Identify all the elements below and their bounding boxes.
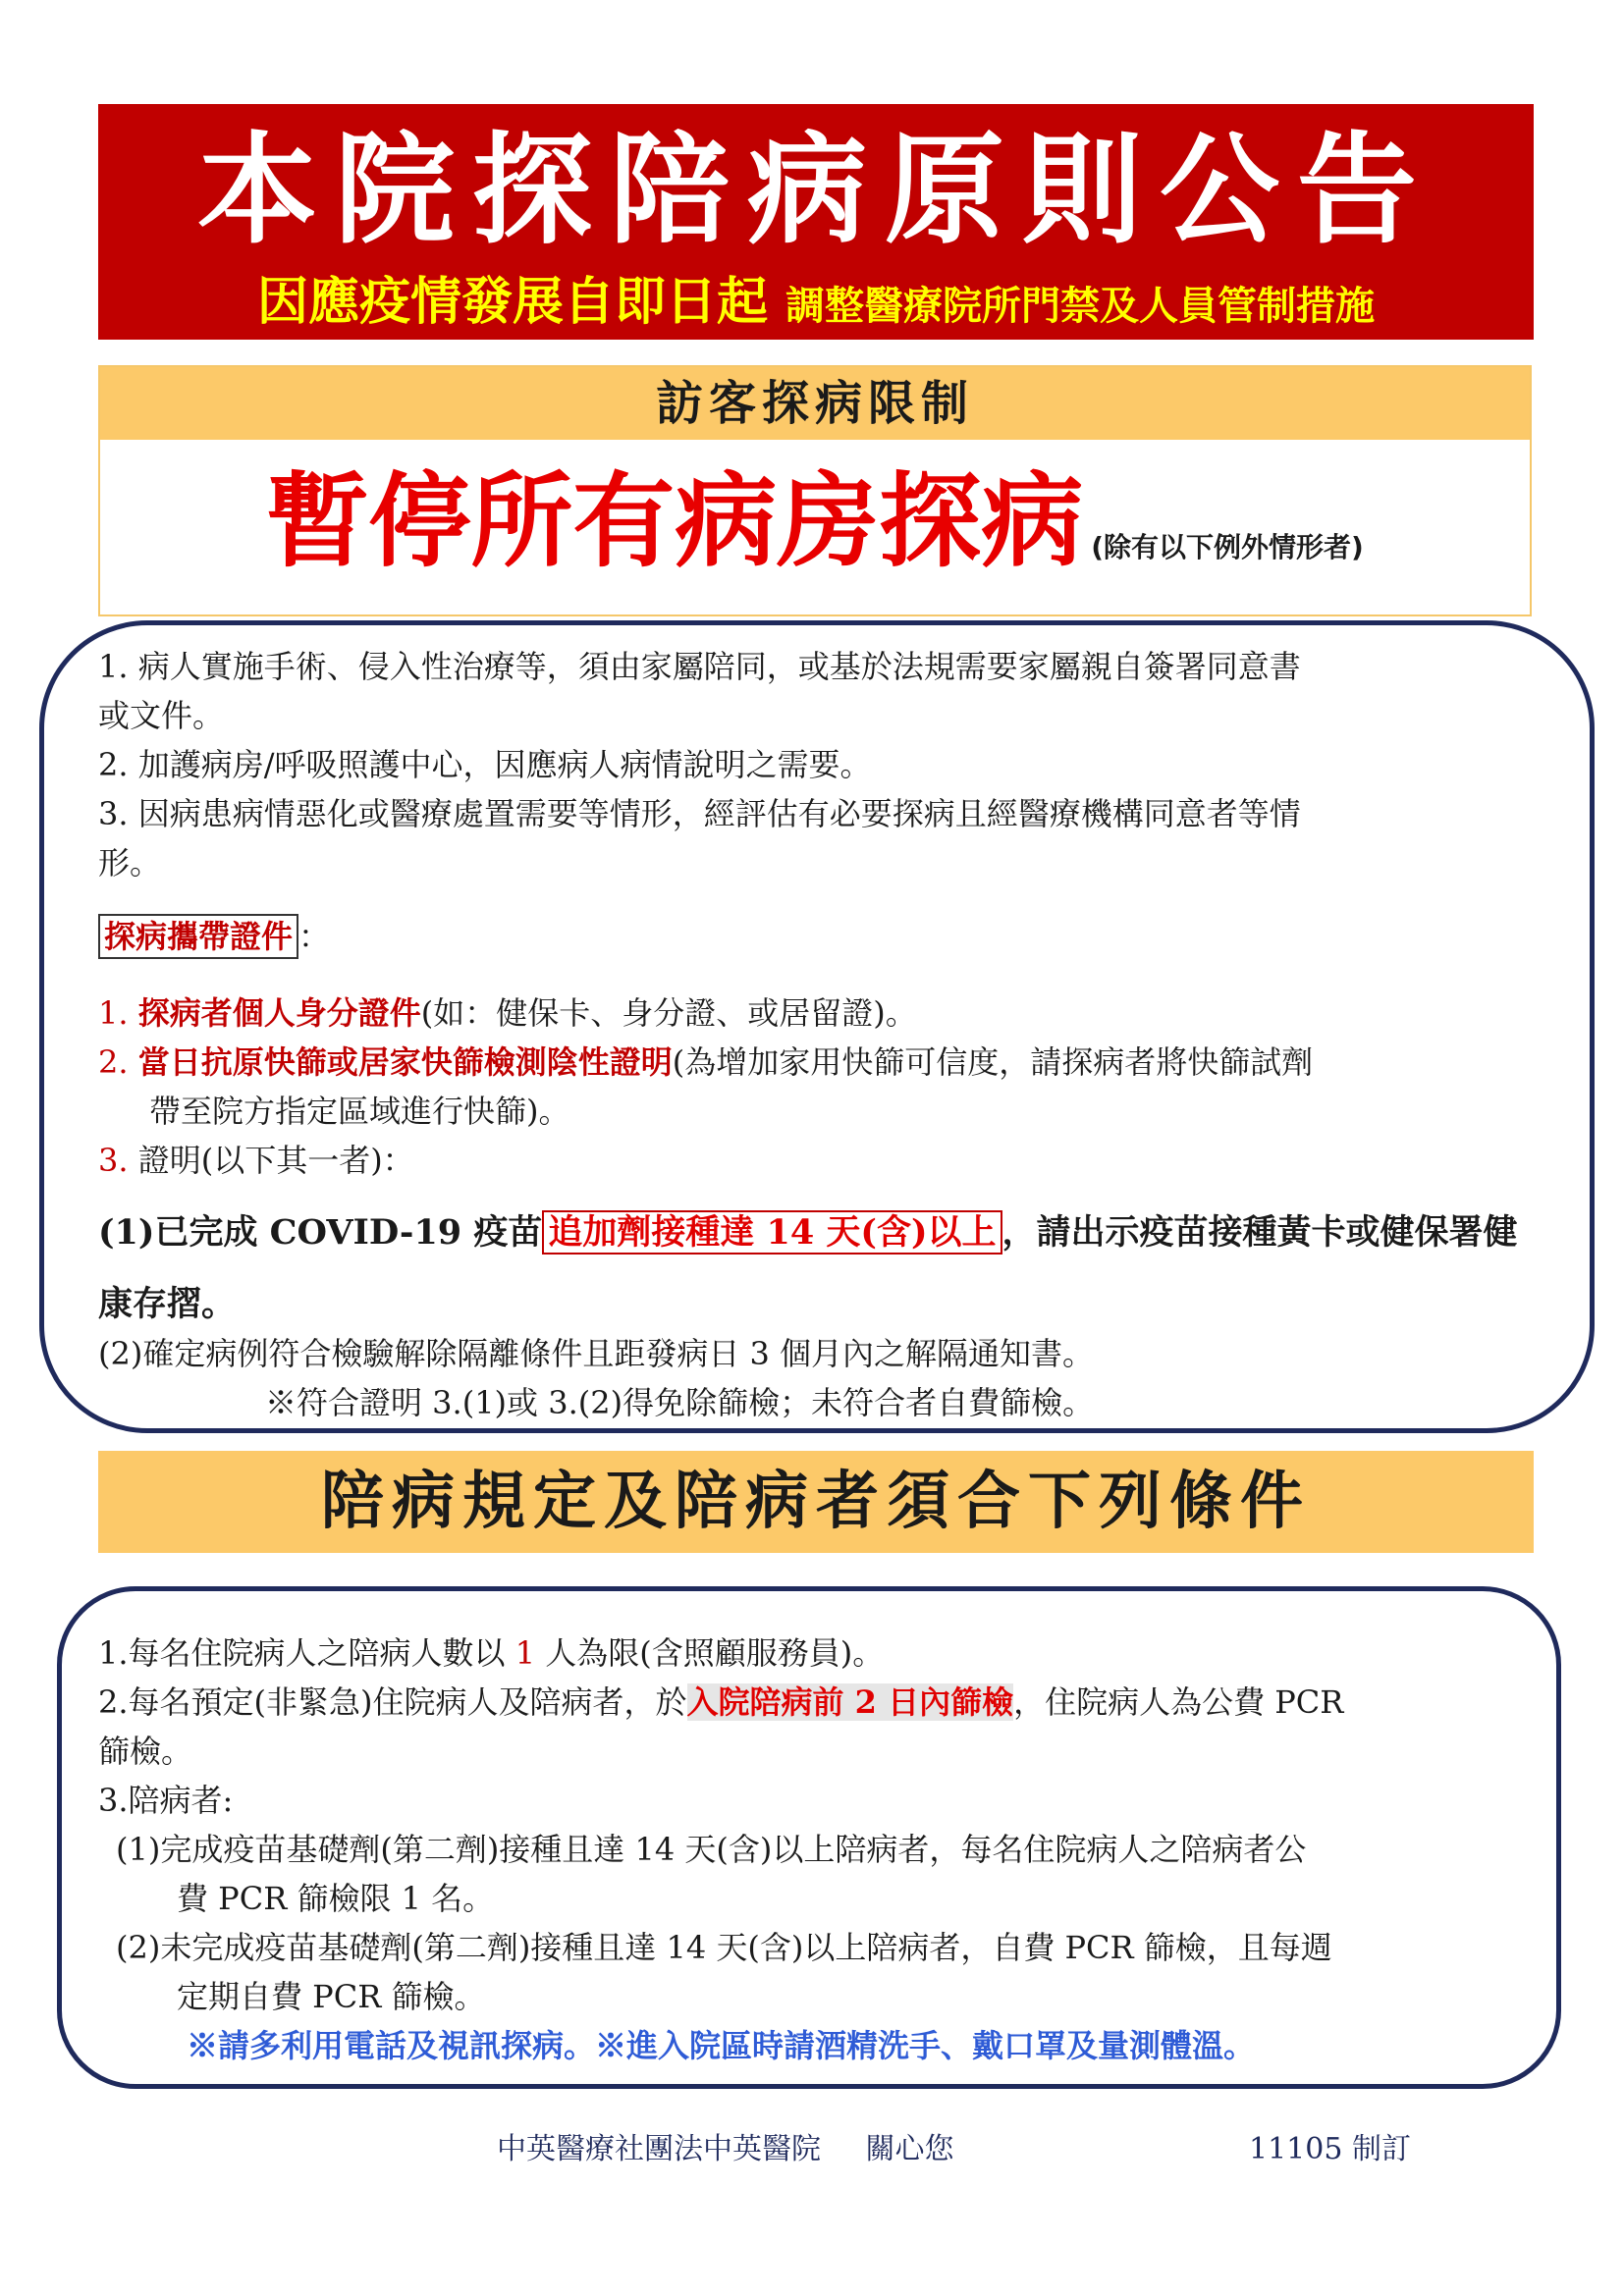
exception-line: 3. 因病患病情惡化或醫療處置需要等情形，經評估有必要探病且經醫療機構同意者等情 (98, 795, 1301, 832)
companion-limit-number: 1 (514, 1634, 536, 1672)
hospital-name: 中英醫療社團法中英醫院 (497, 2132, 821, 2166)
proof-option-2: (2)確定病例符合檢驗解除隔離條件且距發病日 3 個月內之解隔通知書。 (98, 1335, 1095, 1372)
announcement-banner (98, 104, 1534, 340)
screening-deadline: 入院陪病前 2 日內篩檢 (686, 1683, 1014, 1721)
revision-label: 11105 制訂 (1249, 2132, 1411, 2166)
documents-heading (98, 913, 330, 960)
hygiene-reminder: ※請多利用電話及視訊探病。※進入院區時請酒精洗手、戴口罩及量測體溫。 (187, 2027, 1256, 2064)
proof-option-1: (1)已完成 COVID-19 疫苗 追加劑接種達 14 天(含)以上 ，請出示疫苗接種黃卡或健保署健 (98, 1212, 1518, 1253)
exception-line: 形。 (98, 844, 162, 881)
suspend-visits-text: 暫停所有病房探病 (266, 461, 1084, 581)
suspend-visits-notice (100, 457, 1530, 615)
suspend-visits-note: (除有以下例外情形者) (1091, 531, 1364, 563)
document-item-2-cont: 帶至院方指定區域進行快篩)。 (149, 1093, 570, 1130)
companion-rule-2-cont: 篩檢。 (98, 1733, 193, 1770)
document-item-1-bold: 探病者個人身分證件 (137, 994, 421, 1032)
companion-rules-header: 陪病規定及陪病者須合下列條件 (98, 1451, 1534, 1553)
companion-sub-1-cont: 費 PCR 篩檢限 1 名。 (177, 1880, 495, 1917)
document-item-2: 2. 當日抗原快篩或居家快篩檢測陰性證明(為增加家用快篩可信度，請探病者將快篩試劑 (98, 1043, 1314, 1081)
booster-requirement: 追加劑接種達 14 天(含)以上 (542, 1210, 1001, 1255)
companion-rule-1: 1.每名住院病人之陪病人數以 1 人為限(含照顧服務員)。 (98, 1634, 885, 1672)
exception-line: 2. 加護病房/呼吸照護中心，因應病人病情說明之需要。 (98, 746, 872, 783)
document-item-2-bold: 當日抗原快篩或居家快篩檢測陰性證明 (137, 1043, 673, 1081)
companion-rule-2: 2.每名預定(非緊急)住院病人及陪病者，於入院陪病前 2 日內篩檢，住院病人為公費 PCR (98, 1683, 1344, 1721)
screening-note: ※符合證明 3.(1)或 3.(2)得免除篩檢；未符合者自費篩檢。 (265, 1384, 1095, 1421)
document-item-3: 3. 證明(以下其一者)： (98, 1142, 414, 1179)
companion-sub-2-cont: 定期自費 PCR 篩檢。 (177, 1978, 486, 2015)
visitor-restriction-box (98, 365, 1532, 616)
subtitle-main: 因應疫情發展自即日起 (256, 273, 768, 332)
document-item-1: 1. 探病者個人身分證件(如：健保卡、身分證、或居留證)。 (98, 994, 917, 1032)
announcement-subtitle (98, 273, 1534, 344)
announcement-title: 本院探陪病原則公告 (197, 121, 1435, 260)
proof-option-1-cont: 康存摺。 (98, 1284, 237, 1324)
companion-rule-3: 3.陪病者: (98, 1782, 234, 1819)
footer (497, 2124, 954, 2167)
visitor-restriction-header: 訪客探病限制 (100, 367, 1530, 440)
companion-sub-2: (2)未完成疫苗基礎劑(第二劑)接種且達 14 天(含)以上陪病者，自費 PCR 篩檢，且每週 (116, 1929, 1332, 1966)
documents-label-colon: ： (298, 918, 331, 955)
companion-sub-1: (1)完成疫苗基礎劑(第二劑)接種且達 14 天(含)以上陪病者，每名住院病人之陪病者公 (116, 1831, 1307, 1868)
documents-label: 探病攜帶證件 (98, 914, 298, 959)
exception-line: 或文件。 (98, 697, 225, 734)
subtitle-secondary: 調整醫療院所門禁及人員管制措施 (785, 284, 1375, 329)
care-text: 關心您 (865, 2132, 954, 2166)
exception-line: 1. 病人實施手術、侵入性治療等，須由家屬陪同，或基於法規需要家屬親自簽署同意書 (98, 648, 1301, 685)
